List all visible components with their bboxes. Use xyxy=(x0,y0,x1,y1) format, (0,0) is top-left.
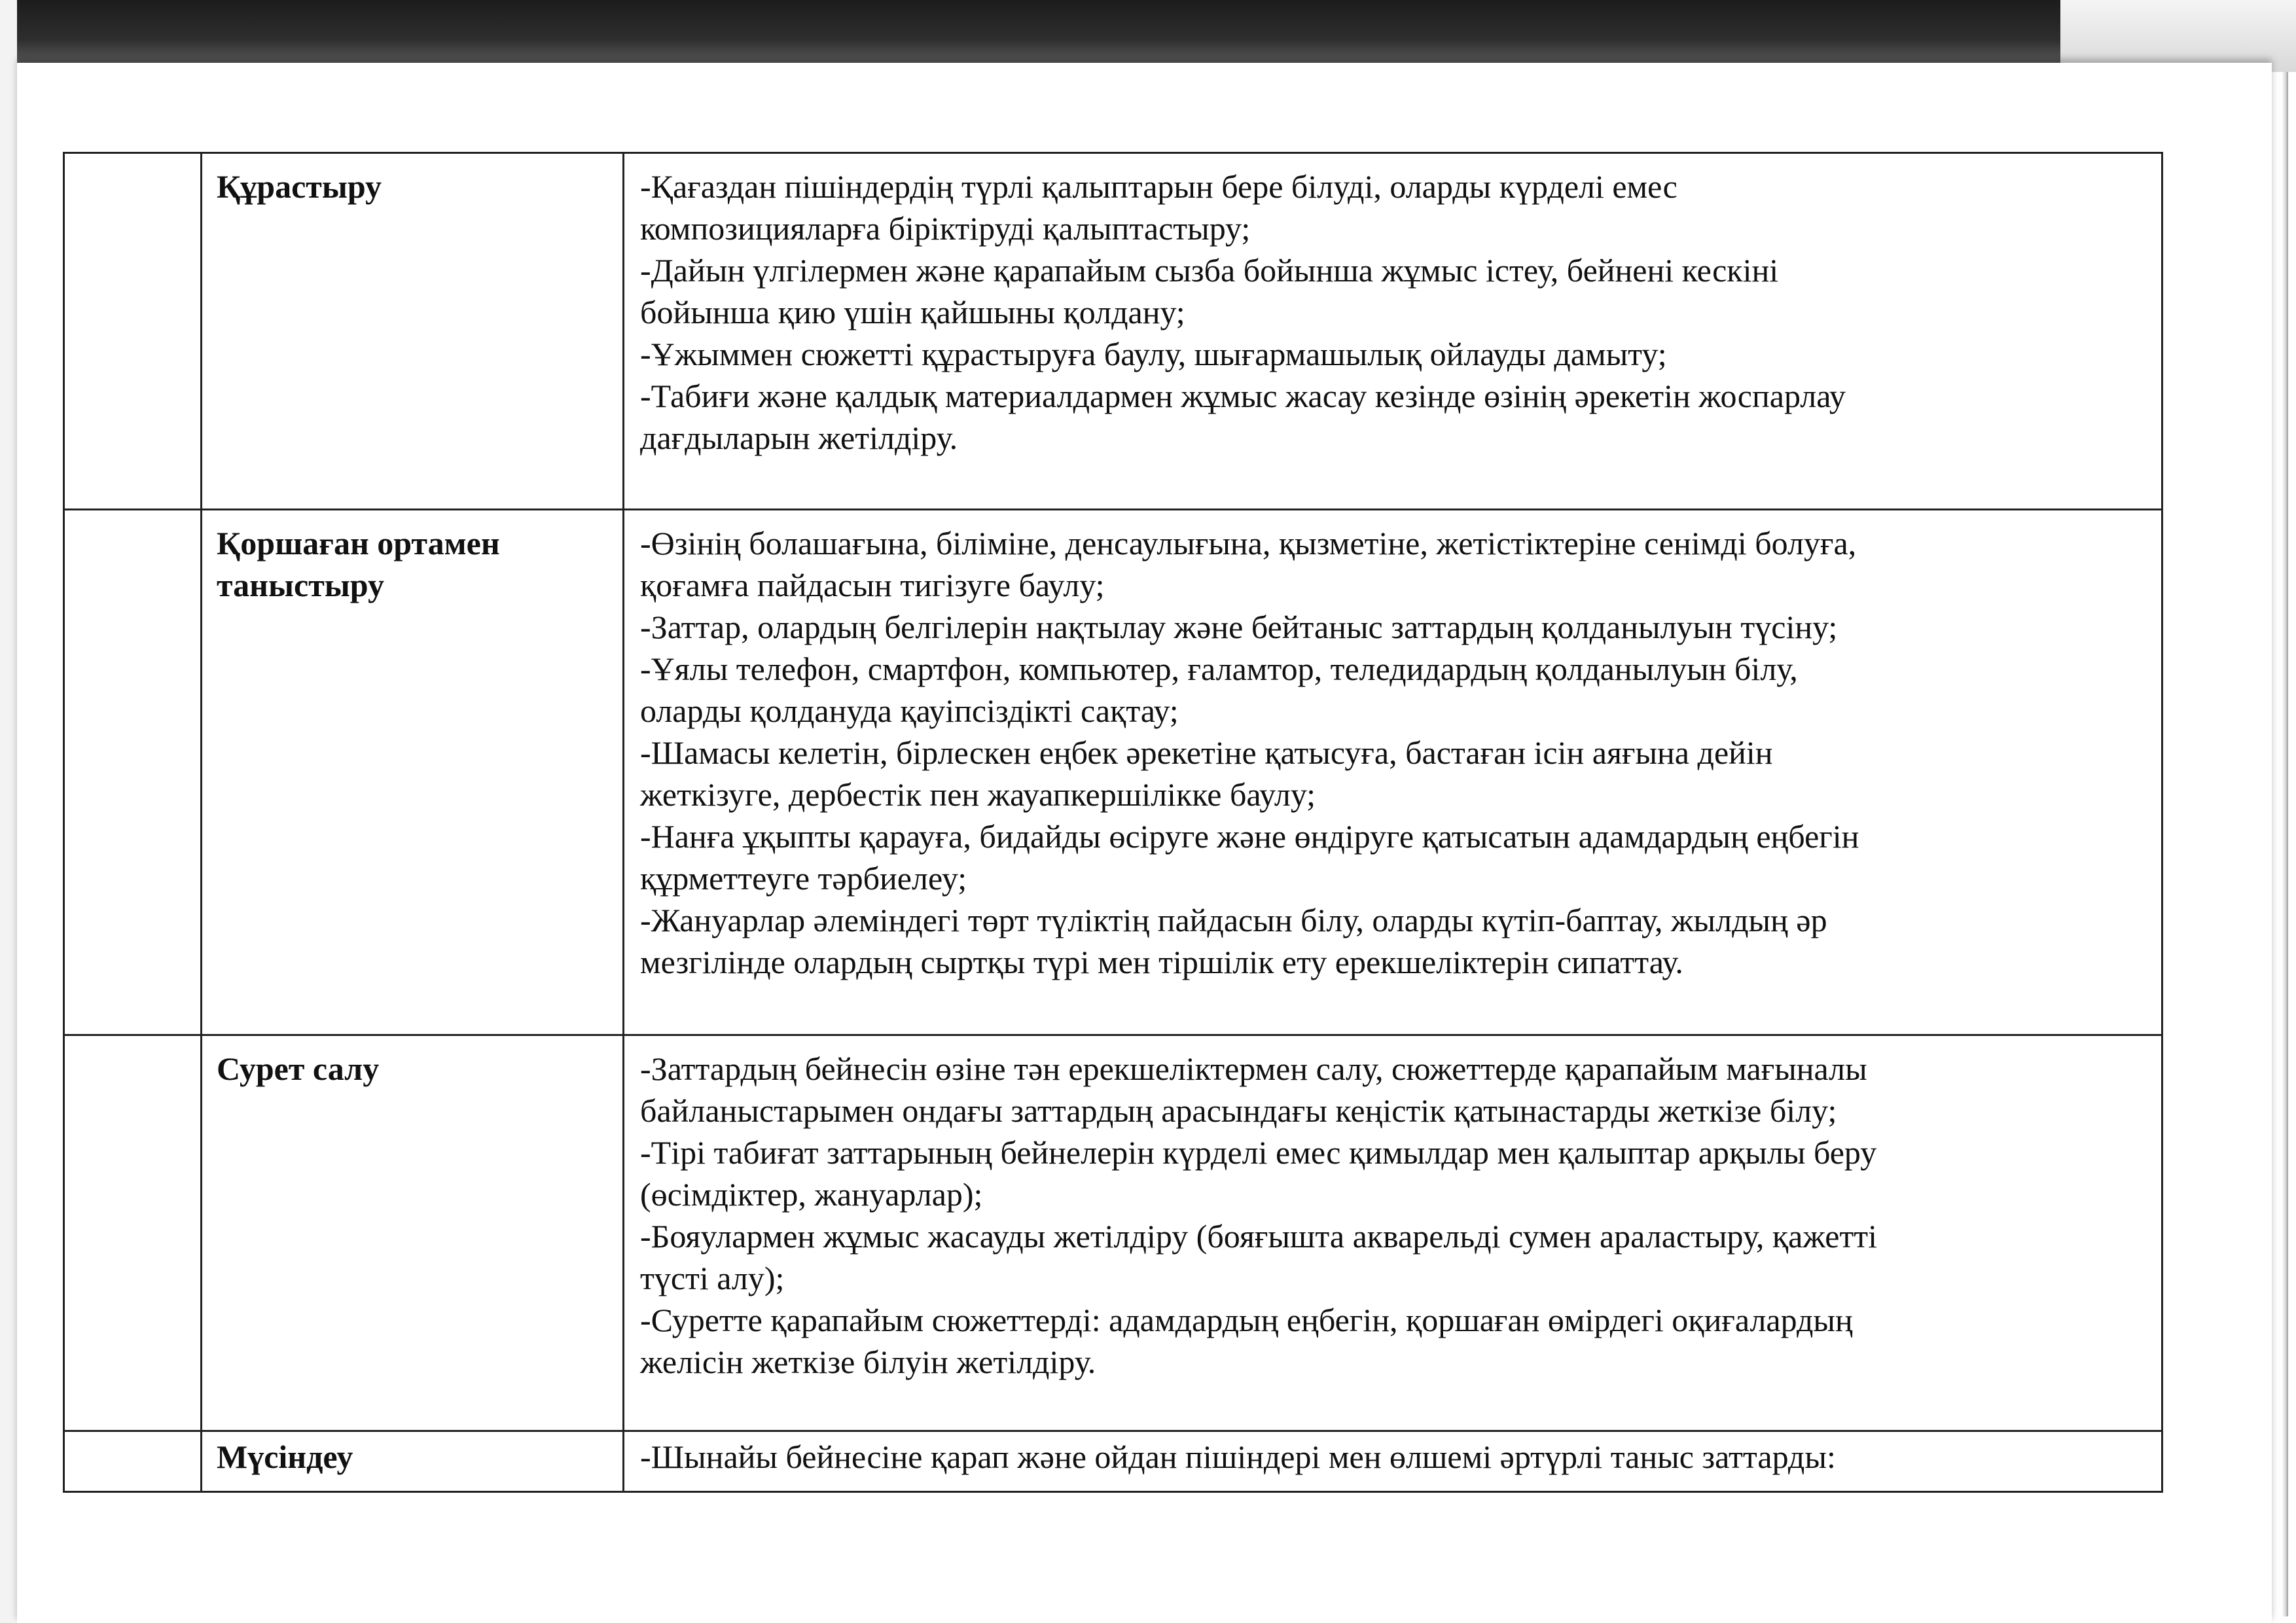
goals-text xyxy=(624,154,2161,472)
goal-line: бойынша қию үшін қайшыны қолдану; xyxy=(640,294,1185,330)
goal-line: -Заттардың бейнесін өзіне тән ерекшеліктермен салу, сюжеттерде қарапайым мағыналы xyxy=(640,1050,1867,1087)
goal-line: композицияларға біріктіруді қалыптастыру; xyxy=(640,210,1251,247)
scan-top-shadow xyxy=(0,0,2296,72)
table-row xyxy=(64,153,2162,510)
goal-line: дағдыларын жетілдіру. xyxy=(640,419,958,456)
goal-line: жеткізуге, дербестік пен жауапкершілікке баулу; xyxy=(640,776,1316,813)
goal-line: түсті алу); xyxy=(640,1260,785,1296)
goal-line: қоғамға пайдасын тигізуге баулу; xyxy=(640,567,1105,603)
goals-cell xyxy=(624,153,2162,510)
subject-cell xyxy=(202,1431,624,1492)
curriculum-table xyxy=(63,152,2163,1493)
scan-left-edge xyxy=(0,0,17,1623)
goal-line: -Шамасы келетін, бірлескен еңбек әрекетіне қатысуға, бастаған ісін аяғына дейін xyxy=(640,734,1773,771)
goals-cell xyxy=(624,1035,2162,1431)
goal-line: -Жануарлар әлеміндегі төрт түліктің пайдасын білу, оларды күтіп-баптау, жылдың әр xyxy=(640,902,1827,938)
goal-line: -Заттар, олардың белгілерін нақтылау және бейтаныс заттардың қолданылуын түсіну; xyxy=(640,609,1838,645)
goals-text xyxy=(624,510,2161,996)
subject-title-line: таныстыру xyxy=(217,567,384,603)
subject-title xyxy=(202,510,622,606)
goal-line: оларды қолдануда қауіпсіздікті сақтау; xyxy=(640,692,1179,729)
subject-title: Құрастыру xyxy=(217,168,382,205)
blank-cell xyxy=(64,1431,202,1492)
goals-cell xyxy=(624,510,2162,1035)
goal-line: мезгілінде олардың сыртқы түрі мен тіршілік ету ерекшеліктерін сипаттау. xyxy=(640,944,1683,980)
table-row xyxy=(64,510,2162,1035)
goal-line: -Тірі табиғат заттарының бейнелерін күрделі емес қимылдар мен қалыптар арқылы беру xyxy=(640,1134,1877,1171)
goal-line: -Нанға ұқыпты қарауға, бидайды өсіруге және өндіруге қатысатын адамдардың еңбегін xyxy=(640,818,1859,855)
goal-line: -Дайын үлгілермен және қарапайым сызба бойынша жұмыс істеу, бейнені кескіні xyxy=(640,252,1779,289)
subject-cell xyxy=(202,510,624,1035)
subject-title-line: Қоршаған ортамен xyxy=(217,525,500,562)
goal-line: байланыстарымен ондағы заттардың арасындағы кеңістік қатынастарды жеткізе білу; xyxy=(640,1092,1837,1129)
blank-cell xyxy=(64,510,202,1035)
scan-top-right-page-edge xyxy=(2060,0,2296,72)
paper-right-edge xyxy=(2282,72,2288,1616)
goal-line: -Ұялы телефон, смартфон, компьютер, ғаламтор, теледидардың қолданылуын білу, xyxy=(640,651,1798,687)
table-row xyxy=(64,1035,2162,1431)
subject-cell xyxy=(202,1035,624,1431)
goals-text xyxy=(624,1036,2161,1396)
goals-text xyxy=(624,1432,2161,1491)
table-row xyxy=(64,1431,2162,1492)
goal-line: -Суретте қарапайым сюжеттерді: адамдардың еңбегін, қоршаған өмірдегі оқиғалардың xyxy=(640,1302,1853,1338)
goal-line: -Табиғи және қалдық материалдармен жұмыс жасау кезінде өзінің әрекетін жоспарлау xyxy=(640,378,1846,414)
goal-line: (өсімдіктер, жануарлар); xyxy=(640,1176,983,1213)
goal-line: желісін жеткізе білуін жетілдіру. xyxy=(640,1344,1096,1380)
blank-cell xyxy=(64,1035,202,1431)
goal-line: -Ұжыммен сюжетті құрастыруға баулу, шығармашылық ойлауды дамыту; xyxy=(640,336,1667,372)
subject-title: Мүсіндеу xyxy=(217,1438,353,1475)
blank-cell xyxy=(64,153,202,510)
subject-title: Сурет салу xyxy=(217,1050,380,1087)
goal-line: -Өзінің болашағына, біліміне, денсаулығына, қызметіне, жетістіктеріне сенімді болуға, xyxy=(640,525,1857,562)
goal-line: -Шынайы бейнесіне қарап және ойдан пішіндері мен өлшемі әртүрлі таныс заттарды: xyxy=(640,1438,1836,1475)
goal-line: -Қағаздан пішіндердің түрлі қалыптарын бере білуді, оларды күрделі емес xyxy=(640,168,1677,205)
goal-line: -Бояулармен жұмыс жасауды жетілдіру (бояғышта акварельді сумен араластыру, қажетті xyxy=(640,1218,1878,1255)
subject-cell xyxy=(202,153,624,510)
goals-cell xyxy=(624,1431,2162,1492)
goal-line: құрметтеуге тәрбиелеу; xyxy=(640,860,967,897)
